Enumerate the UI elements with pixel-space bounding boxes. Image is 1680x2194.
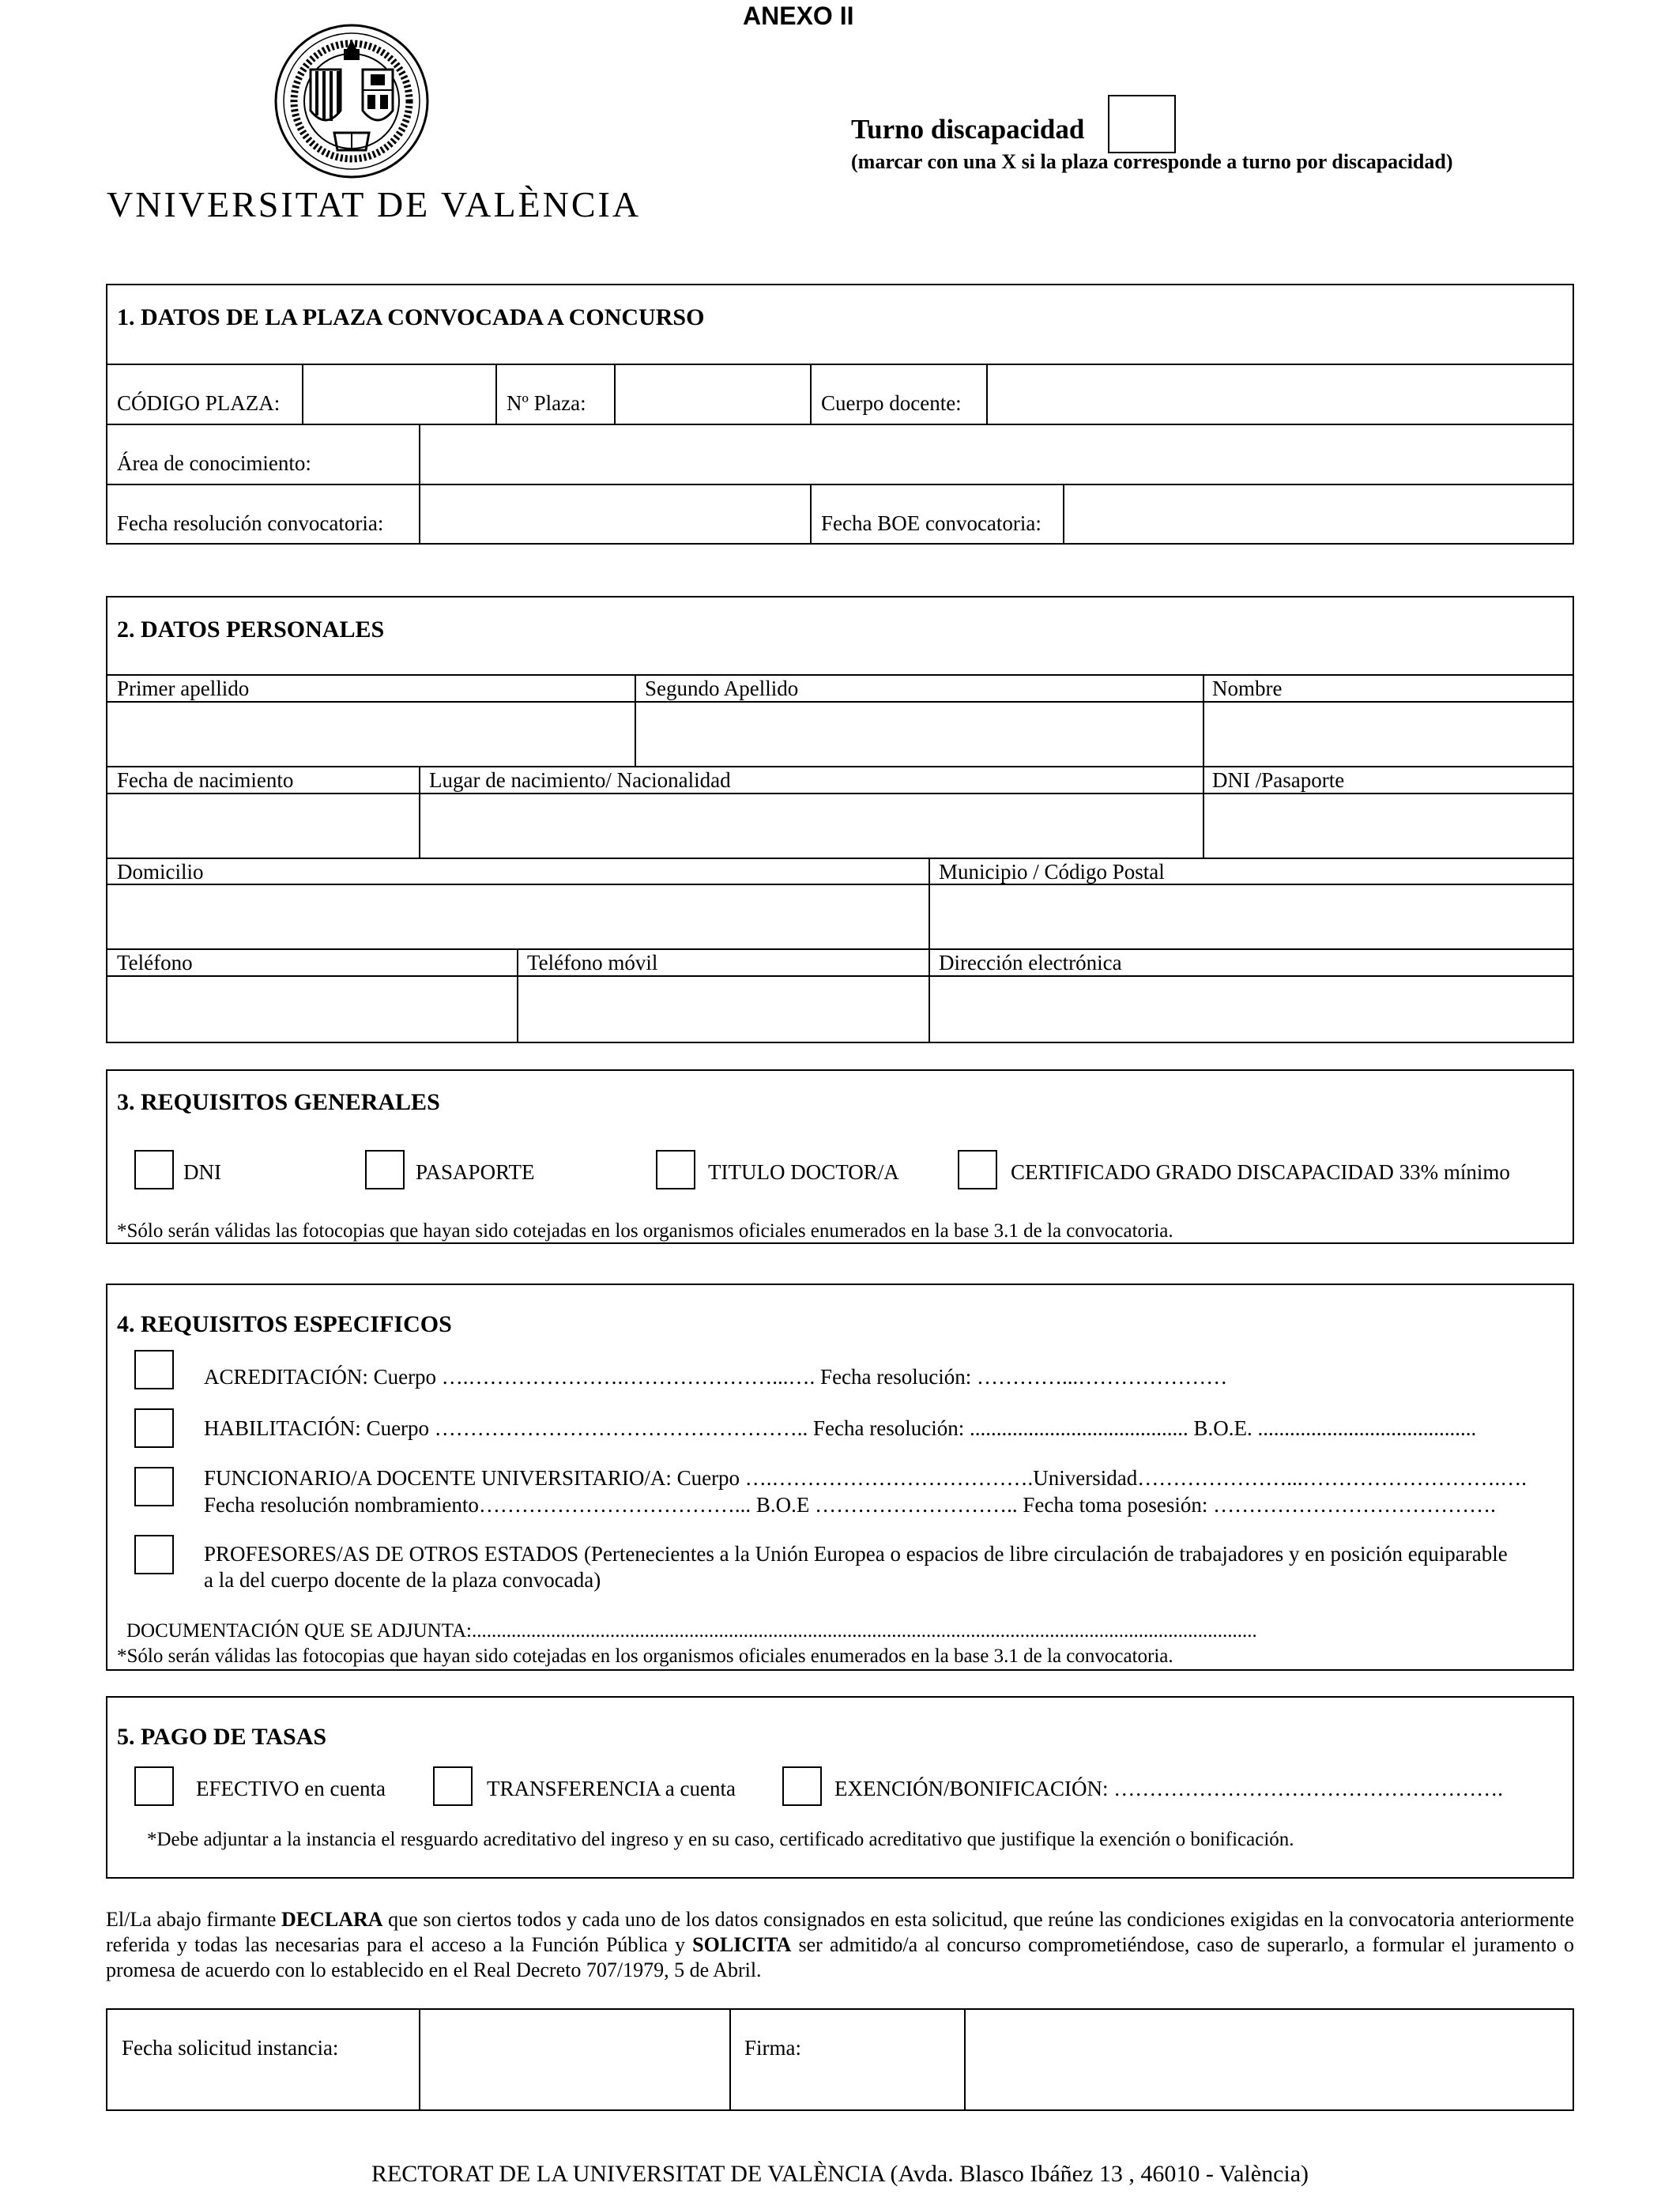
solicita-keyword: SOLICITA [692, 1933, 792, 1956]
area-conocimiento-label: Área de conocimiento: [117, 451, 311, 475]
section-5-note: *Debe adjuntar a la instancia el resguardo acreditativo del ingreso y en su caso, certificado acreditativo que justifique la exención o bonificación. [147, 1829, 1294, 1850]
n-plaza-label: Nº Plaza: [507, 391, 586, 415]
section-3-title: 3. REQUISITOS GENERALES [117, 1089, 440, 1115]
section-2-title: 2. DATOS PERSONALES [117, 616, 385, 643]
segundo-apellido-label: Segundo Apellido [645, 677, 799, 700]
dni-option-label: DNI [183, 1160, 221, 1184]
funcionario-text-line-2: Fecha resolución nombramiento………………………………... B.O.E ……………………….. Fecha toma posesión: …………………………………. [204, 1493, 1496, 1517]
telefono-movil-label: Teléfono móvil [527, 951, 658, 974]
dni-checkbox[interactable] [134, 1150, 174, 1189]
funcionario-checkbox[interactable] [134, 1467, 174, 1506]
section-4-title: 4. REQUISITOS ESPECIFICOS [117, 1311, 452, 1337]
primer-apellido-label: Primer apellido [117, 677, 250, 700]
pasaporte-checkbox[interactable] [365, 1150, 405, 1189]
turno-discapacidad-checkbox[interactable] [1108, 95, 1176, 153]
dni-pasaporte-field[interactable] [1204, 794, 1573, 858]
profesores-text-line-2: a la del cuerpo docente de la plaza convocada) [204, 1568, 601, 1592]
certificado-discapacidad-option-label: CERTIFICADO GRADO DISCAPACIDAD 33% mínimo [1011, 1160, 1510, 1184]
certificado-discapacidad-checkbox[interactable] [958, 1150, 997, 1189]
n-plaza-field[interactable] [616, 365, 810, 424]
municipio-field[interactable] [930, 885, 1573, 948]
cuerpo-docente-field[interactable] [988, 365, 1573, 424]
fecha-boe-label: Fecha BOE convocatoria: [821, 511, 1042, 535]
firma-label: Firma: [744, 2036, 801, 2060]
municipio-label: Municipio / Código Postal [939, 860, 1165, 884]
annex-title: ANEXO II [743, 2, 854, 30]
domicilio-field[interactable] [107, 885, 929, 948]
habilitacion-checkbox[interactable] [134, 1408, 174, 1448]
exencion-option-label: EXENCIÓN/BONIFICACIÓN: ………………………………………………. [834, 1777, 1503, 1800]
section-1-title: 1. DATOS DE LA PLAZA CONVOCADA A CONCURSO [117, 304, 705, 330]
direccion-electronica-label: Dirección electrónica [939, 951, 1122, 974]
codigo-plaza-field[interactable] [303, 365, 495, 424]
acreditacion-text: ACREDITACIÓN: Cuerpo ….………………….…………………...…. Fecha resolución: …………...………………… [204, 1365, 1228, 1389]
footer-address: RECTORAT DE LA UNIVERSITAT DE VALÈNCIA (Avda. Blasco Ibáñez 13 , 46010 - València) [371, 2161, 1309, 2187]
titulo-doctor-option-label: TITULO DOCTOR/A [708, 1160, 899, 1184]
section-4-note: *Sólo serán válidas las fotocopias que hayan sido cotejadas en los organismos oficiales enumerados en la base 3.1 de la convocatoria. [117, 1646, 1173, 1667]
telefono-movil-field[interactable] [518, 977, 929, 1042]
firma-field[interactable] [966, 2010, 1573, 2109]
primer-apellido-field[interactable] [107, 703, 635, 766]
telefono-label: Teléfono [117, 951, 193, 974]
university-seal-icon [273, 22, 431, 180]
turno-discapacidad-label: Turno discapacidad [851, 114, 1085, 145]
exencion-checkbox[interactable] [782, 1766, 822, 1806]
acreditacion-checkbox[interactable] [134, 1350, 174, 1389]
efectivo-checkbox[interactable] [134, 1766, 174, 1806]
direccion-electronica-field[interactable] [930, 977, 1573, 1042]
fecha-resolucion-field[interactable] [420, 485, 810, 544]
habilitacion-text: HABILITACIÓN: Cuerpo …………………………………………….. Fecha resolución: ......................................... B.O.E. ......................................... [204, 1416, 1477, 1440]
funcionario-text-line-1: FUNCIONARIO/A DOCENTE UNIVERSITARIO/A: Cuerpo ….……………………………….Universidad…………………...……………………….…. [204, 1466, 1527, 1490]
declara-keyword: DECLARA [281, 1908, 383, 1931]
efectivo-option-label: EFECTIVO en cuenta [196, 1777, 386, 1800]
section-5-title: 5. PAGO DE TASAS [117, 1724, 327, 1750]
codigo-plaza-label: CÓDIGO PLAZA: [117, 391, 281, 415]
transferencia-checkbox[interactable] [433, 1766, 473, 1806]
telefono-field[interactable] [107, 977, 517, 1042]
area-conocimiento-field[interactable] [420, 425, 1573, 484]
domicilio-label: Domicilio [117, 860, 204, 884]
lugar-nacimiento-field[interactable] [420, 794, 1203, 858]
profesores-otros-estados-checkbox[interactable] [134, 1535, 174, 1574]
transferencia-option-label: TRANSFERENCIA a cuenta [487, 1777, 736, 1800]
university-wordmark: VNIVERSITAT DE VALÈNCIA [107, 184, 642, 224]
fecha-solicitud-label: Fecha solicitud instancia: [122, 2036, 339, 2060]
profesores-text-line-1: PROFESORES/AS DE OTROS ESTADOS (Pertenecientes a la Unión Europea o espacios de libre circulación de trabajadores y en posición equiparable [204, 1542, 1508, 1566]
fecha-nacimiento-label: Fecha de nacimiento [117, 768, 294, 792]
fecha-solicitud-field[interactable] [420, 2010, 729, 2109]
segundo-apellido-field[interactable] [636, 703, 1203, 766]
declaration-paragraph: El/La abajo firmante DECLARA que son ciertos todos y cada uno de los datos consignados en esta solicitud, que reúne las condiciones exigidas en la convocatoria anteriormente referida y todas las necesarias para el acceso a la Función Pública y SOLICITA ser admitido/a al concurso comprometiéndose, caso de superarlo, a formular el juramento o promesa de acuerdo con lo establecido en el Real Decreto 707/1979, 5 de Abril. [106, 1908, 1574, 1981]
pasaporte-option-label: PASAPORTE [416, 1160, 535, 1184]
nombre-field[interactable] [1204, 703, 1573, 766]
fecha-resolucion-label: Fecha resolución convocatoria: [117, 511, 384, 535]
fecha-nacimiento-field[interactable] [107, 794, 419, 858]
nombre-label: Nombre [1212, 677, 1283, 700]
documentacion-adjunta-field[interactable]: DOCUMENTACIÓN QUE SE ADJUNTA:............................................................................................................................................................... [126, 1620, 1257, 1642]
dni-pasaporte-label: DNI /Pasaporte [1212, 768, 1345, 792]
section-3-note: *Sólo serán válidas las fotocopias que hayan sido cotejadas en los organismos oficiales enumerados en la base 3.1 de la convocatoria. [117, 1220, 1173, 1242]
titulo-doctor-checkbox[interactable] [656, 1150, 695, 1189]
fecha-boe-field[interactable] [1064, 485, 1573, 544]
turno-discapacidad-note: (marcar con una X si la plaza corresponde a turno por discapacidad) [851, 150, 1453, 173]
cuerpo-docente-label: Cuerpo docente: [821, 391, 962, 415]
lugar-nacimiento-label: Lugar de nacimiento/ Nacionalidad [429, 768, 731, 792]
